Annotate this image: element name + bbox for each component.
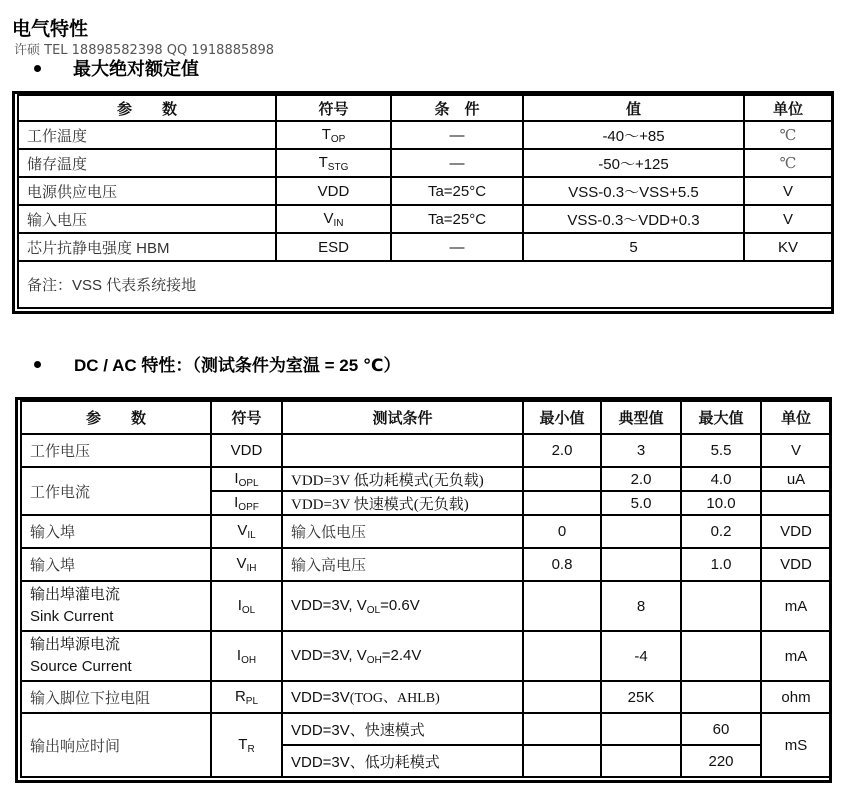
condition-cell: VDD=3V(TOG、AHLB): [282, 681, 523, 713]
table-row: [21, 713, 831, 745]
condition-cell: VDD=3V 快速模式(无负载): [282, 491, 523, 515]
unit-cell: V: [761, 434, 831, 467]
header-max: 最大值: [681, 401, 761, 434]
page-title: 电气特性: [12, 19, 89, 40]
condition-cell: 输入低电压: [282, 515, 523, 548]
condition-cell: VDD=3V, $V_{OL}=0.6V$: [282, 581, 523, 631]
max-cell: 220: [681, 745, 761, 777]
symbol-cell: VDD: [211, 434, 282, 467]
param-cell: 输出响应时间: [21, 713, 211, 777]
symbol-cell: $V_{IH}$: [211, 548, 282, 581]
typ-cell: 3: [601, 434, 681, 467]
condition-cell: VDD=3V, $V_{OH}=2.4V$: [282, 631, 523, 681]
symbol-cell: $I_{OPL}$: [211, 467, 282, 491]
unit-cell: V: [744, 177, 832, 205]
unit-cell: ℃: [744, 149, 832, 177]
param-cell: 输入脚位下拉电阻: [21, 681, 211, 713]
param-cell: 输出埠源电流 Source Current: [21, 631, 211, 681]
remark-text: 备注：VSS 代表系统接地: [18, 261, 832, 308]
typ-cell: 5.0: [601, 491, 681, 515]
min-cell: [523, 745, 601, 777]
unit-cell: mA: [761, 581, 831, 631]
table-row: [21, 631, 831, 681]
condition-cell: 输入高电压: [282, 548, 523, 581]
symbol-cell: VDD: [276, 177, 391, 205]
min-cell: [523, 681, 601, 713]
contact-line: 许硕 TEL 18898582398 QQ 1918885898: [14, 43, 275, 58]
table-row: [21, 434, 831, 467]
param-cell: 储存温度: [18, 149, 276, 177]
symbol-cell: $R_{PL}$: [211, 681, 282, 713]
table-row: [18, 233, 832, 261]
symbol-cell: $V_{IL}$: [211, 515, 282, 548]
max-cell: 1.0: [681, 548, 761, 581]
typ-cell: 8: [601, 581, 681, 631]
min-cell: [523, 631, 601, 681]
table-row: [21, 681, 831, 713]
table-row: [21, 548, 831, 581]
unit-cell: KV: [744, 233, 832, 261]
bullet-icon: [34, 361, 41, 368]
typ-cell: 2.0: [601, 467, 681, 491]
unit-cell: ohm: [761, 681, 831, 713]
unit-cell: VDD: [761, 515, 831, 548]
bullet-icon: [34, 65, 41, 72]
max-cell: [681, 631, 761, 681]
unit-cell: VDD: [761, 548, 831, 581]
min-cell: [523, 713, 601, 745]
typ-cell: 25K: [601, 681, 681, 713]
remark-row: [18, 261, 832, 308]
typ-cell: [601, 745, 681, 777]
param-cell: 输入埠: [21, 548, 211, 581]
param-cell: 输入埠: [21, 515, 211, 548]
condition-cell: —: [391, 149, 523, 177]
min-cell: 0: [523, 515, 601, 548]
unit-cell: mS: [761, 713, 831, 777]
symbol-cell: $T_R$: [211, 713, 282, 777]
condition-cell: —: [391, 121, 523, 149]
max-cell: 5.5: [681, 434, 761, 467]
header-typ: 典型值: [601, 401, 681, 434]
table-row: [21, 467, 831, 491]
section-heading-absolute-max: [34, 55, 199, 81]
table-header-row: [18, 95, 832, 121]
header-min: 最小值: [523, 401, 601, 434]
min-cell: [523, 581, 601, 631]
header-condition: 条 件: [391, 95, 523, 121]
min-cell: [523, 467, 601, 491]
symbol-cell: ESD: [276, 233, 391, 261]
header-param: 参 数: [18, 95, 276, 121]
condition-cell: VDD=3V、快速模式: [282, 713, 523, 745]
min-cell: 0.8: [523, 548, 601, 581]
table-row: [21, 515, 831, 548]
symbol-cell: $T_{OP}$: [276, 121, 391, 149]
condition-cell: VDD=3V、低功耗模式: [282, 745, 523, 777]
max-cell: 60: [681, 713, 761, 745]
header-test-condition: 测试条件: [282, 401, 523, 434]
condition-cell: [282, 434, 523, 467]
absolute-max-table: [17, 94, 833, 309]
param-cell: 电源供应电压: [18, 177, 276, 205]
max-cell: 4.0: [681, 467, 761, 491]
typ-cell: [601, 548, 681, 581]
param-cell: 工作电流: [21, 467, 211, 515]
section-heading-text: 最大绝对额定值: [73, 59, 199, 79]
header-unit: 单位: [761, 401, 831, 434]
unit-cell: uA: [761, 467, 831, 491]
dc-ac-table: [20, 400, 832, 778]
max-cell: 0.2: [681, 515, 761, 548]
value-cell: 5: [523, 233, 744, 261]
value-cell: VSS-0.3～VSS+5.5: [523, 177, 744, 205]
max-cell: 10.0: [681, 491, 761, 515]
param-cell: 工作电压: [21, 434, 211, 467]
value-cell: VSS-0.3～VDD+0.3: [523, 205, 744, 233]
param-cell: 输出埠灌电流 Sink Current: [21, 581, 211, 631]
condition-cell: Ta=25°C: [391, 177, 523, 205]
header-param: 参 数: [21, 401, 211, 434]
param-cell: 工作温度: [18, 121, 276, 149]
header-value: 值: [523, 95, 744, 121]
max-cell: [681, 581, 761, 631]
unit-cell: mA: [761, 631, 831, 681]
symbol-cell: $I_{OH}$: [211, 631, 282, 681]
table-row: [18, 205, 832, 233]
min-cell: [523, 491, 601, 515]
unit-cell: V: [744, 205, 832, 233]
unit-cell: ℃: [744, 121, 832, 149]
param-cell: 芯片抗静电强度 HBM: [18, 233, 276, 261]
param-cell: 输入电压: [18, 205, 276, 233]
symbol-cell: $T_{STG}$: [276, 149, 391, 177]
table-row: [18, 149, 832, 177]
unit-cell: [761, 491, 831, 515]
header-symbol: 符号: [211, 401, 282, 434]
max-cell: [681, 681, 761, 713]
condition-cell: Ta=25°C: [391, 205, 523, 233]
table-row: [18, 177, 832, 205]
header-symbol: 符号: [276, 95, 391, 121]
section-heading-text: DC / AC 特性：（测试条件为室温 = 25 ℃）: [74, 356, 401, 375]
table-row: [21, 581, 831, 631]
table-header-row: [21, 401, 831, 434]
condition-cell: —: [391, 233, 523, 261]
table-row: [18, 121, 832, 149]
typ-cell: [601, 515, 681, 548]
min-cell: 2.0: [523, 434, 601, 467]
symbol-cell: $V_{IN}$: [276, 205, 391, 233]
symbol-cell: $I_{OPF}$: [211, 491, 282, 515]
value-cell: -50～+125: [523, 149, 744, 177]
header-unit: 单位: [744, 95, 832, 121]
typ-cell: -4: [601, 631, 681, 681]
value-cell: -40～+85: [523, 121, 744, 149]
section-heading-dc-ac: [34, 351, 400, 376]
typ-cell: [601, 713, 681, 745]
condition-cell: VDD=3V 低功耗模式(无负载): [282, 467, 523, 491]
symbol-cell: $I_{OL}$: [211, 581, 282, 631]
